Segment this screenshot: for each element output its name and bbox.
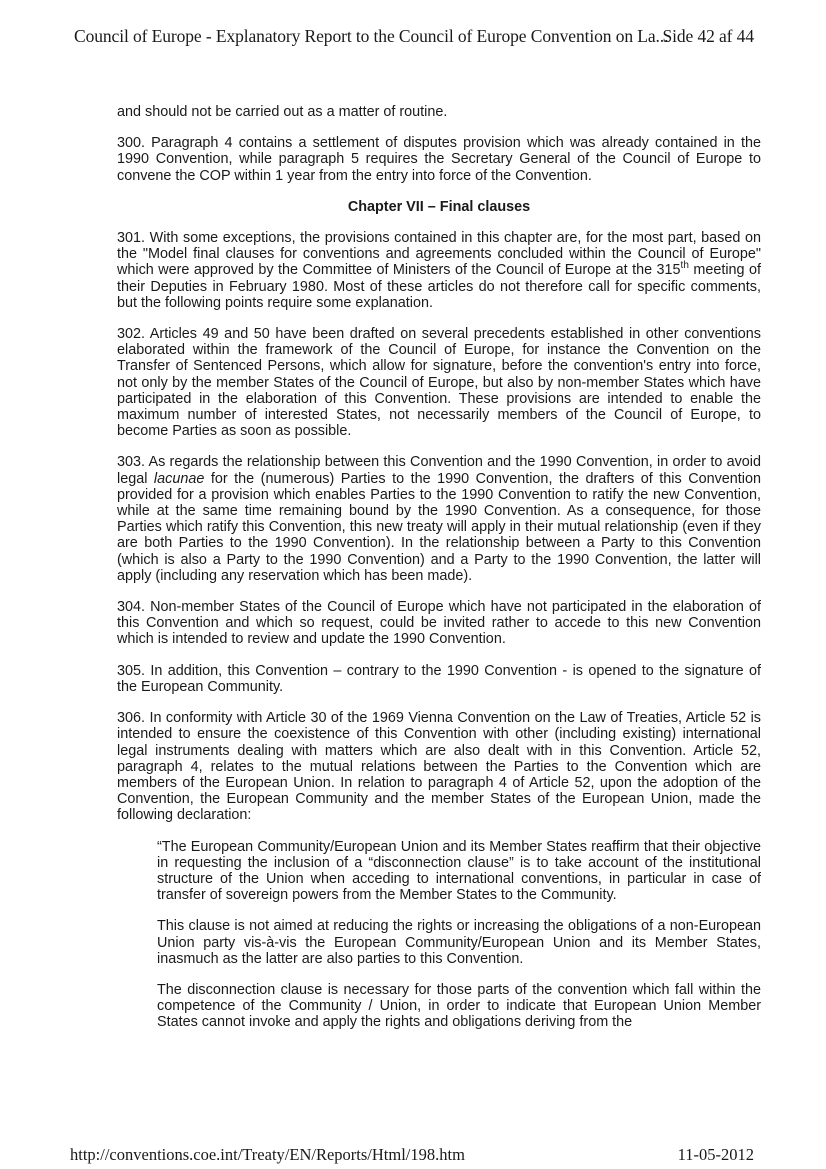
paragraph-continued: and should not be carried out as a matter of routine. <box>117 104 448 120</box>
paragraph-301 <box>117 230 761 311</box>
declaration-quote-1: “The European Community/European Union and its Member States reaffirm that their objective in requesting the inclusion of a “disconnection clause” is to take account of the institutional structure of the Union when acceding to international conventions, in particular in case of transfer of sovereign powers from the Member States to the Community. <box>157 838 761 904</box>
paragraph-305: 305. In addition, this Convention – contrary to the 1990 Convention - is opened to the signature of the European Community. <box>117 662 761 695</box>
page-header <box>74 26 764 47</box>
paragraph-301-part-a: 301. With some exceptions, the provisions contained in this chapter are, for the most part, based on the "Model final clauses for conventions and agreements concluded within the Council of Europe" which were approved by the Committee of Ministers of the Council of Europe at the 315 <box>117 230 761 279</box>
paragraph-304: 304. Non-member States of the Council of Europe which have not participated in the elaboration of this Convention and which so request, could be invited rather to accede to this new Convention which is intended to review and update the 1990 Convention. <box>117 599 761 648</box>
paragraph-301-part-b: meeting of their Deputies in February 1980. Most of these articles do not therefore call for specific comments, but the following points require some explanation. <box>117 262 761 311</box>
paragraph-303-part-a: 303. As regards the relationship between this Convention and the 1990 Convention, in order to avoid legal <box>117 454 761 487</box>
paragraph-306: 306. In conformity with Article 30 of the 1969 Vienna Convention on the Law of Treaties, Article 52 is intended to ensure the coexistence of this Convention with other (including existing) international legal instruments dealing with matters which are also dealt with in this Convention. Article 52, paragraph 4, relates to the mutual relations between the Parties to the Convention which are members of the European Union. In relation to paragraph 4 of Article 52, upon the adoption of the Convention, the European Community and the member States of the European Union, made the following declaration: <box>117 710 761 824</box>
paragraph-303 <box>117 454 761 584</box>
paragraph-302: 302. Articles 49 and 50 have been drafted on several precedents established in other conventions elaborated within the framework of the Council of Europe, for instance the Convention on the Transfer of Sentenced Persons, which allow for signature, before the convention's entry into force, not only by the member States of the Council of Europe, but also by non-member States which have participated in the elaboration of this Convention. These provisions are intended to enable the maximum number of interested States, not necessarily members of the Council of Europe, to become Parties as soon as possible. <box>117 326 761 440</box>
declaration-quote-2: This clause is not aimed at reducing the rights or increasing the obligations of a non-European Union party vis-à-vis the European Community/European Union and its Member States, inasmuch as the latter are also parties to this Convention. <box>157 918 761 967</box>
footer-url: http://conventions.coe.int/Treaty/EN/Reports/Html/198.htm <box>70 1145 465 1164</box>
ordinal-suffix: th <box>680 260 689 272</box>
footer-date: 11-05-2012 <box>677 1145 754 1164</box>
declaration-quote-3: The disconnection clause is necessary for those parts of the convention which fall within the competence of the Community / Union, in order to indicate that European Union Member States cannot invoke and apply the rights and obligations deriving from the <box>157 981 761 1031</box>
chapter-heading: Chapter VII – Final clauses <box>347 198 531 215</box>
page-number: Side 42 af 44 <box>662 26 754 46</box>
paragraph-303-part-b: for the (numerous) Parties to the 1990 Convention, the drafters of this Convention provided for a provision which enables Parties to the 1990 Convention to ratify the new Convention, while at the same time remaining bound by the 1990 Convention. As a consequence, for those Parties which ratify this Convention, this new treaty will apply in their mutual relationship (even if they are both Parties to the 1990 Convention). In the relationship between a Party to this Convention (which is also a Party to the 1990 Convention) and a Party to the 1990 Convention, the latter will apply (including any reservation which has been made). <box>117 470 761 584</box>
document-body <box>117 104 761 1046</box>
document-title: Council of Europe - Explanatory Report to the Council of Europe Convention on La... <box>74 26 669 46</box>
paragraph-300: 300. Paragraph 4 contains a settlement of disputes provision which was already contained in the 1990 Convention, while paragraph 5 requires the Secretary General of the Council of Europe to convene the COP within 1 year from the entry into force of the Convention. <box>117 135 761 184</box>
italic-term: lacunae <box>153 470 205 487</box>
